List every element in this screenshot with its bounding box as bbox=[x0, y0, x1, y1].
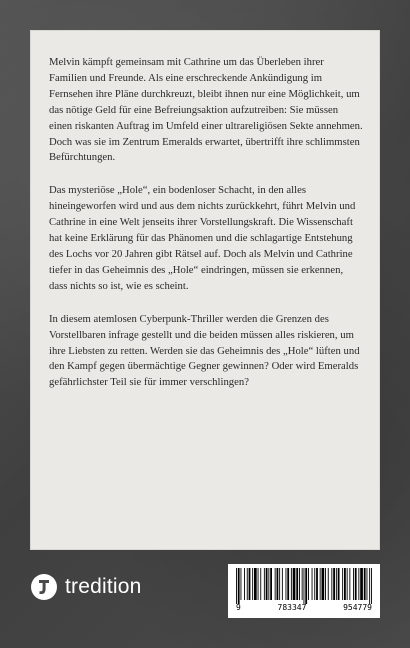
barcode-bar bbox=[291, 568, 292, 600]
barcode-bar bbox=[325, 568, 326, 600]
barcode-bar bbox=[302, 568, 303, 600]
blurb-paragraph-3: In diesem atemlosen Cyberpunk-Thriller werden die Grenzen des Vorstellbaren infrage gestellt und die beiden müssen alles riskieren, um ihre Liebsten zu retten. Werden sie das Geheimnis des „Hole“ lüften und den Kampf gegen übermächtige Gegner gewinnen? Oder wird Emeralds gefährlichster Teil sie für immer verschlingen? bbox=[49, 312, 360, 389]
barcode-bar bbox=[299, 568, 300, 600]
barcode-bar bbox=[322, 568, 325, 600]
barcode-bar bbox=[333, 568, 335, 600]
barcode-bar bbox=[279, 568, 280, 600]
barcode-bar bbox=[347, 568, 348, 600]
publisher-logo bbox=[31, 572, 142, 602]
barcode-bar bbox=[287, 568, 289, 600]
barcode-bar bbox=[369, 568, 370, 604]
blurb-paragraph-1: Melvin kämpft gemeinsam mit Cathrine um das Überleben ihrer Familien und Freunde. Als eine erschreckende Ankündigung im Fernsehen ihre Pläne durchkreuzt, bleibt ihnen nur eine Möglichkeit, um das nötige Geld für eine Befreiungsaktion aufzutreiben: Sie müssen einen riskanten Auftrag im Umfeld einer ultrareligiösen Sekte annehmen. Doch was sie im Zentrum Emeralds erwartet, übertrifft ihre schlimmsten Befürchtungen. bbox=[49, 56, 363, 164]
barcode-bar bbox=[236, 568, 237, 604]
barcode-bar bbox=[331, 568, 332, 600]
barcode-bar bbox=[338, 568, 340, 600]
publisher-name: tredition bbox=[65, 575, 142, 598]
barcode-bar bbox=[258, 568, 259, 600]
barcode-bar bbox=[353, 568, 354, 600]
barcode-bar bbox=[358, 568, 359, 600]
barcode-bar bbox=[268, 568, 269, 600]
barcode-digits-left: 783347 bbox=[277, 603, 307, 612]
barcode-bar bbox=[282, 568, 283, 600]
barcode-bar bbox=[305, 568, 307, 604]
barcode-bar bbox=[238, 568, 240, 604]
barcode-bar bbox=[314, 568, 315, 600]
barcode-bar bbox=[364, 568, 366, 600]
barcode-bars bbox=[234, 568, 374, 604]
barcode-bar bbox=[328, 568, 329, 600]
barcode-bar bbox=[367, 568, 368, 600]
blurb-paragraph-2: Das mysteriöse „Hole“, ein bodenloser Schacht, in den alles hineingeworfen wird und aus dem nichts zurückkehrt, führt Melvin und Cathrine in eine Welt jenseits ihrer Vorstellungskraft. Die Wissenschaft hat keine Erklärung für das Phänomen und die schlagartige Entstehung des Lochs vor 20 Jahren gibt Rätsel auf. Doch als Melvin und Cathrine tiefer in das Geheimnis des „Hole“ eindringen, müssen sie erkennen, dass nichts so ist, wie es scheint. bbox=[49, 184, 356, 292]
barcode-bar bbox=[296, 568, 298, 600]
barcode-bar bbox=[264, 568, 265, 600]
barcode-bar bbox=[371, 568, 372, 604]
barcode-bar bbox=[336, 568, 337, 600]
barcode-bar bbox=[344, 568, 346, 600]
barcode-bar bbox=[360, 568, 363, 600]
barcode-bar bbox=[266, 568, 268, 600]
barcode-bar bbox=[308, 568, 309, 600]
tredition-logo-icon bbox=[31, 574, 57, 600]
isbn-barcode bbox=[228, 564, 380, 618]
barcode-bar bbox=[304, 568, 305, 604]
barcode-bar bbox=[342, 568, 343, 600]
barcode-digits-right: 954779 bbox=[343, 603, 372, 612]
barcode-bar bbox=[286, 568, 287, 600]
barcode-bar bbox=[320, 568, 321, 600]
barcode-bar bbox=[247, 568, 248, 600]
barcode-digit-first: 9 bbox=[236, 603, 241, 612]
barcode-bar bbox=[260, 568, 261, 600]
barcode-bar bbox=[254, 568, 257, 600]
barcode-bar bbox=[252, 568, 253, 600]
barcode-bar bbox=[244, 568, 245, 600]
barcode-bar bbox=[349, 568, 350, 600]
barcode-bar bbox=[270, 568, 272, 600]
barcode-bar bbox=[355, 568, 357, 600]
barcode-bar bbox=[277, 568, 279, 600]
barcode-bar bbox=[312, 568, 313, 600]
barcode-bar bbox=[316, 568, 318, 600]
blurb-panel bbox=[30, 30, 380, 550]
barcode-digits bbox=[234, 603, 374, 612]
barcode-bar bbox=[275, 568, 276, 600]
barcode-bar bbox=[293, 568, 296, 600]
barcode-bar bbox=[249, 568, 251, 600]
barcode-bar bbox=[241, 568, 242, 600]
